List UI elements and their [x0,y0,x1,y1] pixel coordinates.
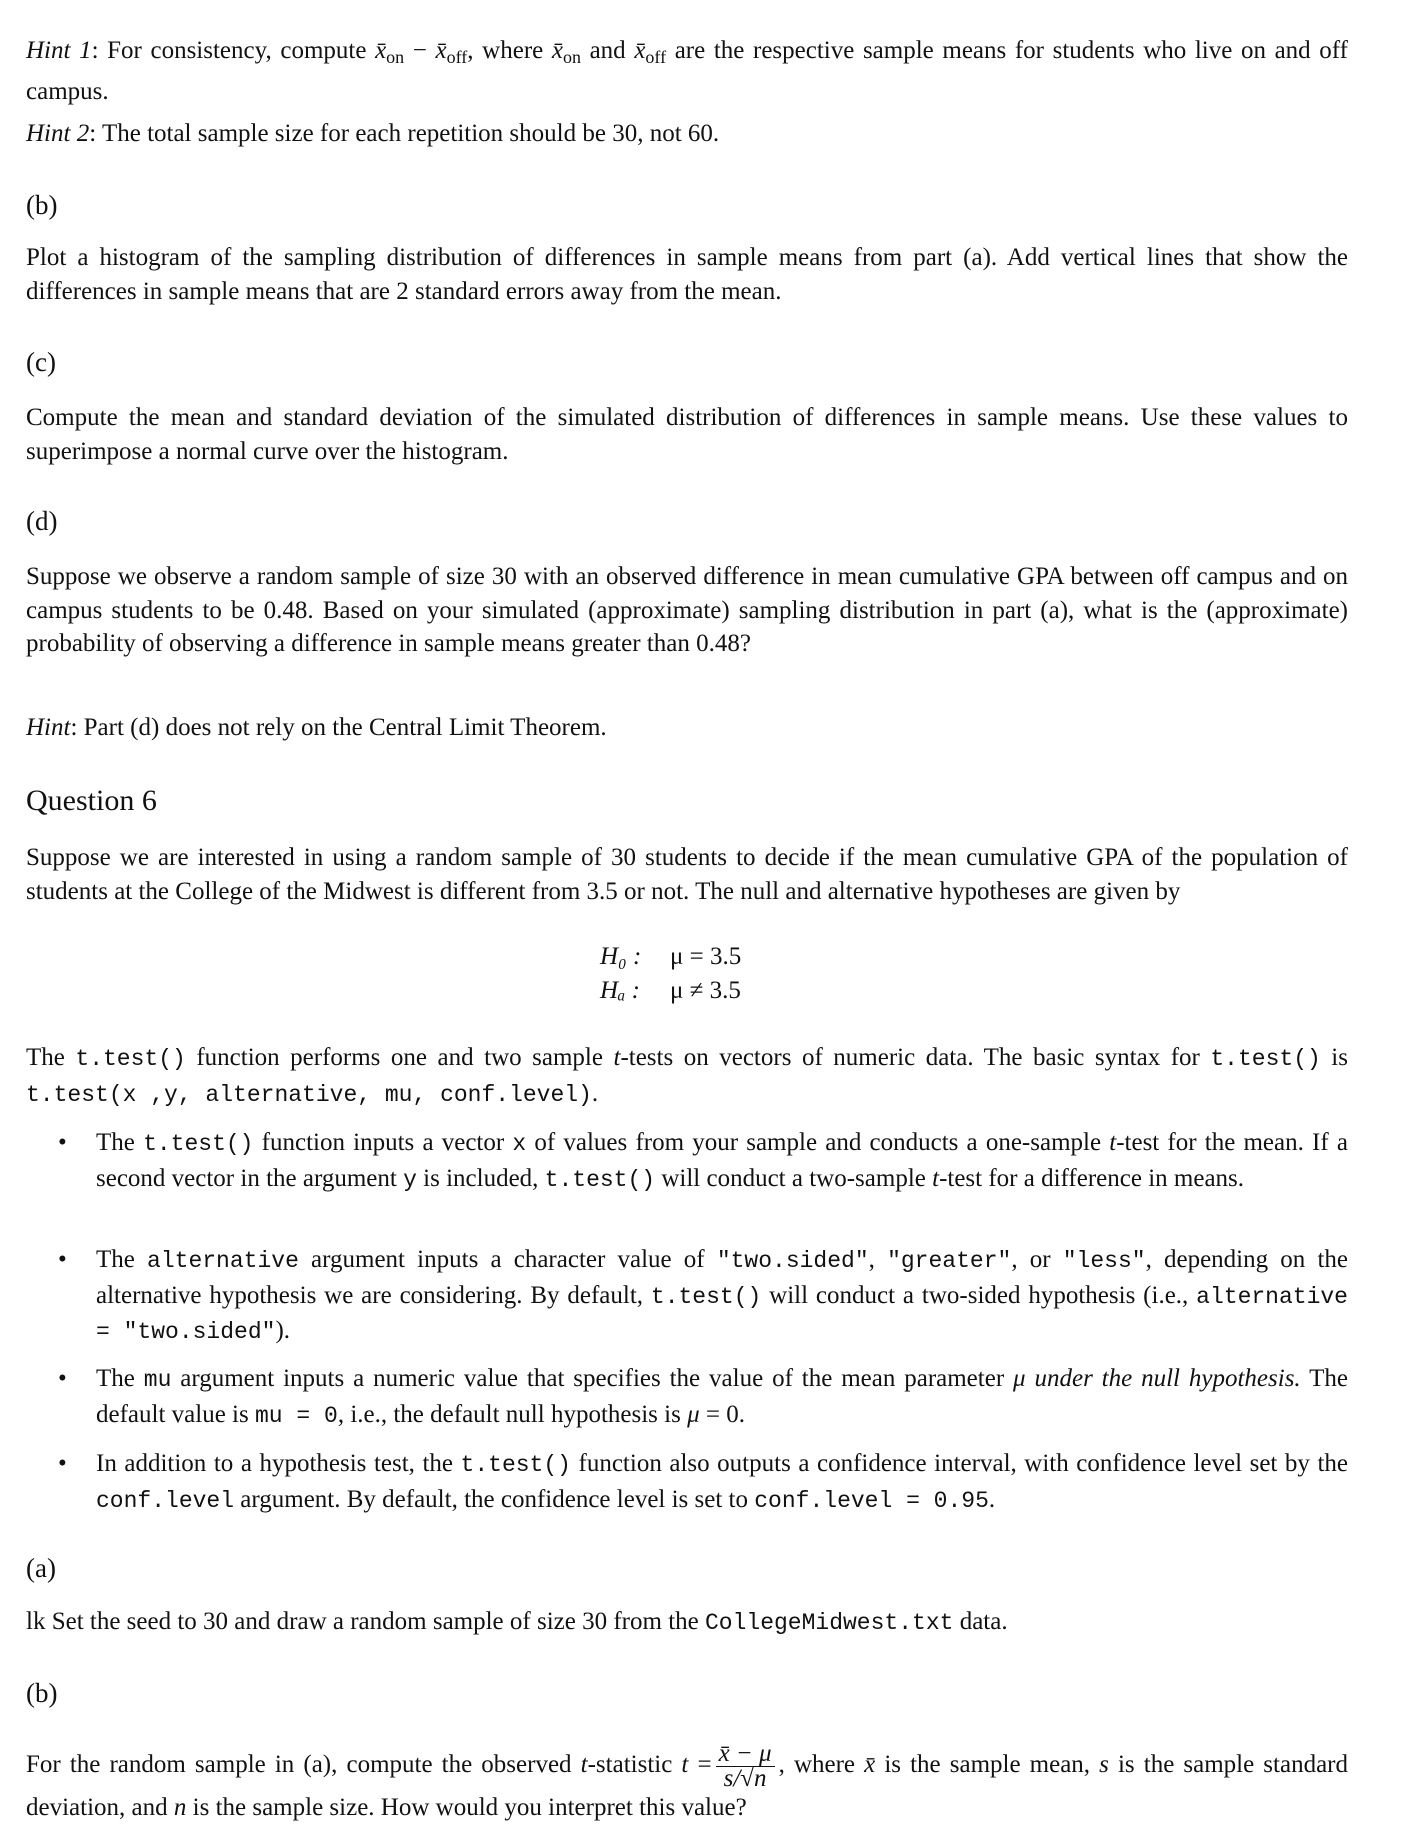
math-subscript: off [645,47,667,67]
text-run: = [688,1751,712,1779]
math-symbol: μ [687,1400,700,1428]
code-text: mu = 0 [254,1402,338,1429]
math-subscript: off [446,47,468,67]
italic-text: Hint 1 [26,37,92,64]
code-text: x [512,1131,527,1157]
q6-part-a-text [26,1605,1348,1641]
code-text: t.test() [143,1131,254,1157]
math-symbol: t [681,1751,689,1779]
ttest-intro [26,1041,1348,1112]
bullet-2 [96,1243,1348,1350]
math-symbol: x̄ [435,37,447,64]
code-text: "less" [1062,1248,1146,1274]
italic-text: t [932,1164,940,1192]
q6-part-b-label: (b) [26,1678,58,1708]
math-symbol: n [173,1794,187,1821]
text-run: , where [467,37,552,64]
fraction-denominator: s/√n [723,1765,767,1792]
code-text: conf.level [96,1487,235,1514]
h0: μ = 3.5 [670,943,742,970]
code-text: conf.level = 0.95 [754,1487,989,1514]
text-run: = 0. [699,1400,745,1428]
part-b-label: (b) [26,190,58,220]
code-text: alternative = "two.sided" [96,1283,1348,1345]
text-run: In addition to a hypothesis test, the [96,1450,461,1477]
question-6-title: Question 6 [26,784,157,817]
text-run: The [96,1129,144,1156]
code-text: mu [143,1367,172,1393]
text-run: function also outputs a confidence interval, with confidence level set by the [570,1450,1349,1477]
code-text: CollegeMidwest.txt [704,1610,954,1636]
bullet-4 [96,1447,1348,1518]
text-run: is the sample size. How would you interpret this value? [186,1794,747,1821]
bullet-3 [96,1362,1348,1433]
hypotheses [600,940,741,1008]
text-run: argument inputs a character value of [298,1246,717,1273]
text-run: will conduct a two-sample [655,1164,933,1192]
h0-label: H₀ : [600,943,642,970]
text-run: -statistic [587,1751,682,1779]
text-run: ). [275,1317,291,1344]
text-run: The [96,1365,144,1392]
text-run: . [988,1485,996,1513]
part-d-text: Suppose we observe a random sample of size 30 with an observed difference in mean cumulative GPA between off campus and on campus students to be 0.48. Based on your simulated (approximate) sampling distribution in part (a), what is the (approximate) probability of observing a difference in sample means greater than 0.48? [26,563,1348,657]
part-d-label: (d) [26,506,58,536]
text-run: For the random sample in (a), compute the observed [26,1751,581,1779]
italic-text: t [1109,1129,1117,1156]
part-d-hint [26,711,1348,745]
ha: μ ≠ 3.5 [670,977,741,1004]
text-run: -test for the mean. If a second vector in the argument [96,1129,1348,1192]
italic-text: Hint 2 [26,120,90,147]
text-run: , or [1011,1246,1063,1273]
t-statistic-fraction [716,1742,775,1791]
code-text: t.test() [75,1046,186,1072]
italic-text: Hint [26,714,71,741]
text-run: are the respective sample means for students who live on and off campus. [26,37,1348,105]
text-run: of values from your sample and conducts a one-sample [526,1129,1110,1156]
text-run: : For consistency, compute [91,37,376,64]
code-text: t.test(x ,y, alternative, mu, conf.level) [26,1081,592,1108]
math-symbol: s [1099,1751,1109,1779]
text-run: , where [778,1751,865,1779]
code-text: t.test() [650,1283,762,1310]
text-run: data. [953,1608,1008,1635]
text-run: − [404,37,436,64]
code-text: t.test() [460,1452,571,1478]
text-run: , [868,1246,888,1273]
italic-text: t [613,1044,621,1071]
text-run: argument inputs a numeric value that specifies the value of the mean parameter [171,1365,1014,1392]
text-run: is [1320,1044,1348,1071]
part-c-text: Compute the mean and standard deviation of the simulated distribution of differences in sample means. Use these values to superimpose a normal curve over the histogram. [26,404,1348,465]
text-run: argument. By default, the confidence level is set to [234,1485,755,1513]
q6b-pre [26,1751,712,1778]
text-run: : The total sample size for each repetition should be 30, not 60. [89,120,720,147]
text-run: and [580,37,635,64]
text-run: , depending on the alternative hypothesis we are considering. By default, [96,1246,1349,1309]
code-text: "two.sided" [716,1248,869,1274]
q6-part-b-text [26,1742,1348,1825]
part-b-text: Plot a histogram of the sampling distribution of differences in sample means from part (a). Add vertical lines that show the differences in sample means that are 2 standard errors away from the mean. [26,244,1348,305]
code-text: y [403,1166,417,1193]
text-run: The [26,1044,76,1071]
italic-text: t [580,1751,588,1779]
text-run: , i.e., the default null hypothesis is [337,1400,688,1428]
bullet-1 [96,1126,1348,1197]
math-subscript: on [562,47,581,67]
text-run: function inputs a vector [253,1129,513,1156]
text-run: : Part (d) does not rely on the Central Limit Theorem. [70,714,607,741]
code-text: "greater" [887,1248,1012,1274]
math-symbol: x̄ [864,1751,876,1779]
text-run: The [96,1246,148,1273]
fraction-numerator: x̄ − μ [716,1742,775,1767]
math-subscript: on [386,47,405,67]
code-text: alternative [147,1248,299,1274]
text-run: will conduct a two-sided hypothesis (i.e., [761,1281,1197,1309]
hint-2 [26,117,1348,151]
text-run: is the sample mean, [875,1751,1100,1779]
hint-1 [26,34,1348,108]
math-symbol: x̄ [551,37,563,64]
text-run: is the sample standard deviation, and [26,1751,1348,1821]
text-run: is included, [416,1164,545,1192]
text-run: function performs one and two sample [185,1044,614,1071]
text-run: -test for a difference in means. [939,1164,1245,1192]
math-symbol: μ [1013,1365,1026,1392]
part-c-label: (c) [26,347,56,377]
text-run: lk Set the seed to 30 and draw a random sample of size 30 from the [26,1608,705,1635]
code-text: t.test() [544,1166,656,1193]
ha-label: Hₐ : [600,977,640,1004]
text-run: The default value is [96,1365,1348,1428]
text-run: . [591,1079,599,1107]
text-run: -tests on vectors of numeric data. The basic syntax for [620,1044,1211,1071]
italic-text: under the null hypothesis. [1025,1365,1301,1392]
math-symbol: x̄ [375,37,387,64]
math-symbol: x̄ [634,37,646,64]
q6-part-a-label: (a) [26,1553,56,1583]
q6-intro: Suppose we are interested in using a random sample of 30 students to decide if the mean cumulative GPA of the population of students at the College of the Midwest is different from 3.5 or not. The null and alternative hypotheses are given by [26,844,1348,905]
code-text: t.test() [1210,1046,1321,1072]
